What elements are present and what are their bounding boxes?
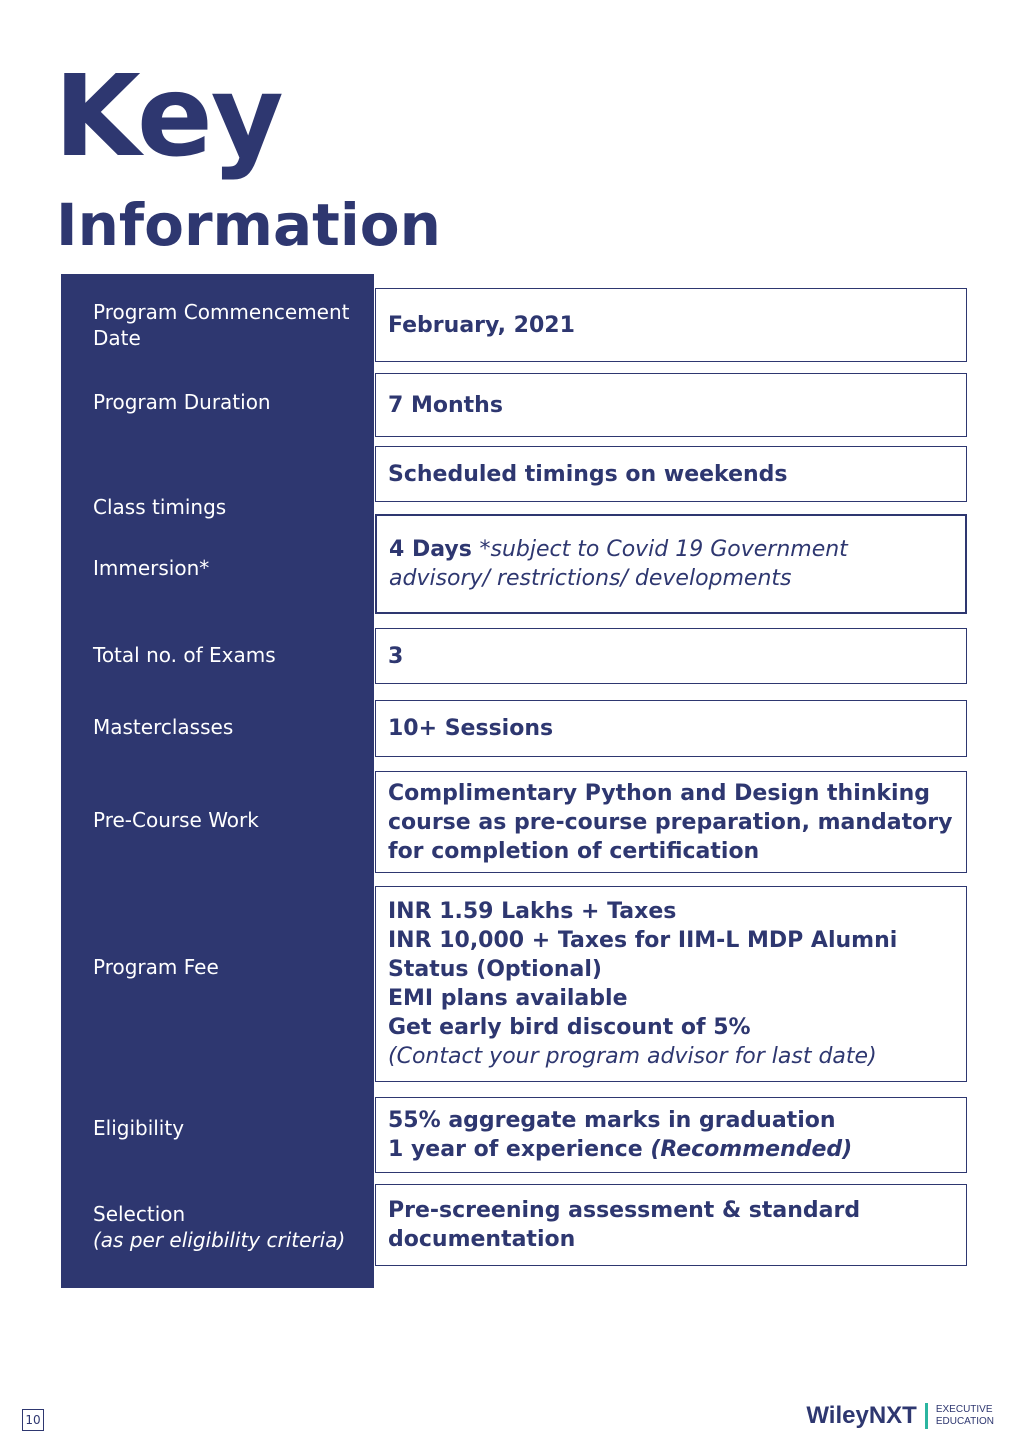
fee-line: INR 1.59 Lakhs + Taxes (388, 899, 677, 924)
value-immersion (375, 514, 967, 614)
page-number: 10 (22, 1409, 44, 1431)
value-text: February, 2021 (388, 312, 575, 338)
label-pre-course-work: Pre-Course Work (93, 808, 259, 832)
value-selection (375, 1184, 967, 1266)
value-text: Pre-screening assessment & standard documentation (388, 1198, 861, 1252)
label-selection (93, 1201, 368, 1253)
label-masterclasses: Masterclasses (93, 715, 234, 739)
value-immersion-days: 4 Days (389, 537, 472, 562)
label-commencement-date: Program Commencement Date (93, 300, 350, 350)
label-total-exams: Total no. of Exams (93, 643, 276, 667)
value-text: 3 (388, 643, 404, 669)
fee-note: (Contact your program advisor for last date) (388, 1044, 877, 1069)
value-text: 10+ Sessions (388, 716, 554, 741)
value-text: 7 Months (388, 392, 503, 418)
brand-sub-line-1: EXECUTIVE (935, 1404, 993, 1415)
label-class-timings: Class timings (93, 495, 227, 519)
value-text: Complimentary Python and Design thinking course as pre-course preparation, mandatory for completion of certification (388, 780, 953, 864)
fee-line: EMI plans available (388, 986, 628, 1011)
brand-subtitle (936, 1404, 994, 1428)
value-commencement-date (375, 288, 967, 362)
value-total-exams (375, 628, 967, 684)
value-immersion-note: *subject to Covid 19 Government advisory/ restrictions/ developments (389, 537, 848, 591)
page-title-key: Key (54, 52, 282, 182)
value-masterclasses (375, 700, 967, 757)
eligibility-note: (Recommended) (650, 1137, 853, 1162)
label-immersion: Immersion* (93, 556, 210, 580)
label-eligibility: Eligibility (93, 1116, 185, 1140)
fee-line: INR 10,000 + Taxes for IIM-L MDP Alumni Status (Optional) (388, 928, 898, 982)
label-program-duration: Program Duration (93, 390, 271, 414)
label-program-fee: Program Fee (93, 955, 219, 979)
value-program-duration (375, 373, 967, 437)
value-text: Scheduled timings on weekends (388, 461, 788, 487)
value-program-fee (375, 886, 967, 1082)
value-eligibility (375, 1097, 967, 1173)
value-class-timings (375, 446, 967, 502)
eligibility-line-1: 55% aggregate marks in graduation (388, 1108, 836, 1133)
label-selection-sub: (as per eligibility criteria) (93, 1228, 346, 1252)
brand-divider (925, 1403, 928, 1429)
label-selection-main: Selection (93, 1202, 186, 1226)
value-pre-course-work (375, 771, 967, 873)
eligibility-line-2: 1 year of experience (388, 1137, 643, 1162)
brand-sub-line-2: EDUCATION (935, 1416, 994, 1427)
brand-logo (806, 1402, 994, 1430)
page-title-information: Information (56, 191, 441, 259)
fee-line: Get early bird discount of 5% (388, 1015, 751, 1040)
brand-name: WileyNXT (806, 1402, 917, 1429)
